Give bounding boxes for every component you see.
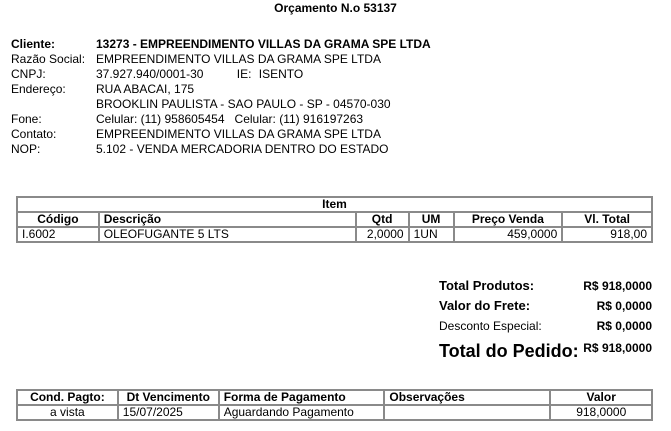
endereco-line1: RUA ABACAI, 175: [96, 82, 195, 96]
cell-qtd: 2,0000: [356, 227, 409, 242]
cell-dt-vencimento: 15/07/2025: [118, 405, 219, 420]
items-caption-row: [17, 197, 652, 212]
razao-social-value: EMPREENDIMENTO VILLAS DA GRAMA SPE LTDA: [96, 52, 381, 66]
header-qtd: Qtd: [356, 212, 409, 227]
header-valor: Valor: [550, 390, 652, 405]
fone-label: Fone:: [11, 112, 42, 126]
cell-vl-total: 918,00: [562, 227, 652, 242]
items-caption: Item: [17, 197, 652, 212]
cell-codigo: I.6002: [17, 227, 99, 242]
total-produtos-value: R$ 918,0000: [583, 279, 652, 293]
header-forma-pagamento: Forma de Pagamento: [219, 390, 385, 405]
table-row: [17, 405, 652, 420]
desconto-row: [439, 316, 652, 336]
ie-label: IE:: [236, 67, 252, 81]
desconto-label: Desconto Especial:: [439, 319, 542, 333]
header-preco-venda: Preço Venda: [454, 212, 563, 227]
fone-value: Celular: (11) 958605454 Celular: (11) 916197263: [96, 112, 364, 126]
payment-table: [16, 389, 653, 421]
cell-observacoes: [384, 405, 550, 420]
ie-value: ISENTO: [258, 67, 304, 81]
header-codigo: Código: [17, 212, 99, 227]
desconto-value: R$ 0,0000: [596, 319, 652, 333]
header-dt-vencimento: Dt Vencimento: [118, 390, 219, 405]
razao-social-label: Razão Social:: [11, 52, 86, 66]
cell-valor: 918,0000: [550, 405, 652, 420]
total-pedido-row: [439, 338, 652, 364]
total-produtos-label: Total Produtos:: [439, 278, 535, 293]
endereco-line2: BROOKLIN PAULISTA - SAO PAULO - SP - 04570-030: [96, 97, 391, 111]
valor-frete-label: Valor do Frete:: [439, 298, 531, 313]
contato-value: EMPREENDIMENTO VILLAS DA GRAMA SPE LTDA: [96, 127, 381, 141]
cnpj-label: CNPJ:: [11, 67, 46, 81]
items-header-row: [17, 212, 652, 227]
cell-forma-pagamento: Aguardando Pagamento: [219, 405, 385, 420]
table-row: [17, 227, 652, 242]
totals-block: [439, 276, 652, 364]
nop-label: NOP:: [11, 142, 41, 156]
cell-preco-venda: 459,0000: [454, 227, 563, 242]
header-vl-total: Vl. Total: [562, 212, 652, 227]
valor-frete-value: R$ 0,0000: [596, 299, 652, 313]
endereco-label: Endereço:: [11, 82, 66, 96]
header-observacoes: Observações: [384, 390, 550, 405]
document-title: Orçamento N.o 53137: [274, 1, 397, 15]
nop-value: 5.102 - VENDA MERCADORIA DENTRO DO ESTADO: [96, 142, 389, 156]
cliente-value: 13273 - EMPREENDIMENTO VILLAS DA GRAMA SPE LTDA: [96, 37, 431, 51]
total-pedido-label: Total do Pedido:: [439, 341, 579, 361]
header-cond-pagto: Cond. Pagto:: [17, 390, 118, 405]
valor-frete-row: [439, 296, 652, 316]
total-pedido-value: R$ 918,0000: [583, 341, 652, 355]
cnpj-value: 37.927.940/0001-30: [96, 67, 204, 81]
items-table: [16, 196, 653, 243]
payment-header-row: [17, 390, 652, 405]
contato-label: Contato:: [11, 127, 57, 141]
cell-cond-pagto: a vista: [17, 405, 118, 420]
header-descricao: Descrição: [99, 212, 356, 227]
total-produtos-row: [439, 276, 652, 296]
cell-um: 1UN: [409, 227, 454, 242]
header-um: UM: [409, 212, 454, 227]
cell-descricao: OLEOFUGANTE 5 LTS: [99, 227, 356, 242]
cliente-label: Cliente:: [11, 37, 56, 51]
